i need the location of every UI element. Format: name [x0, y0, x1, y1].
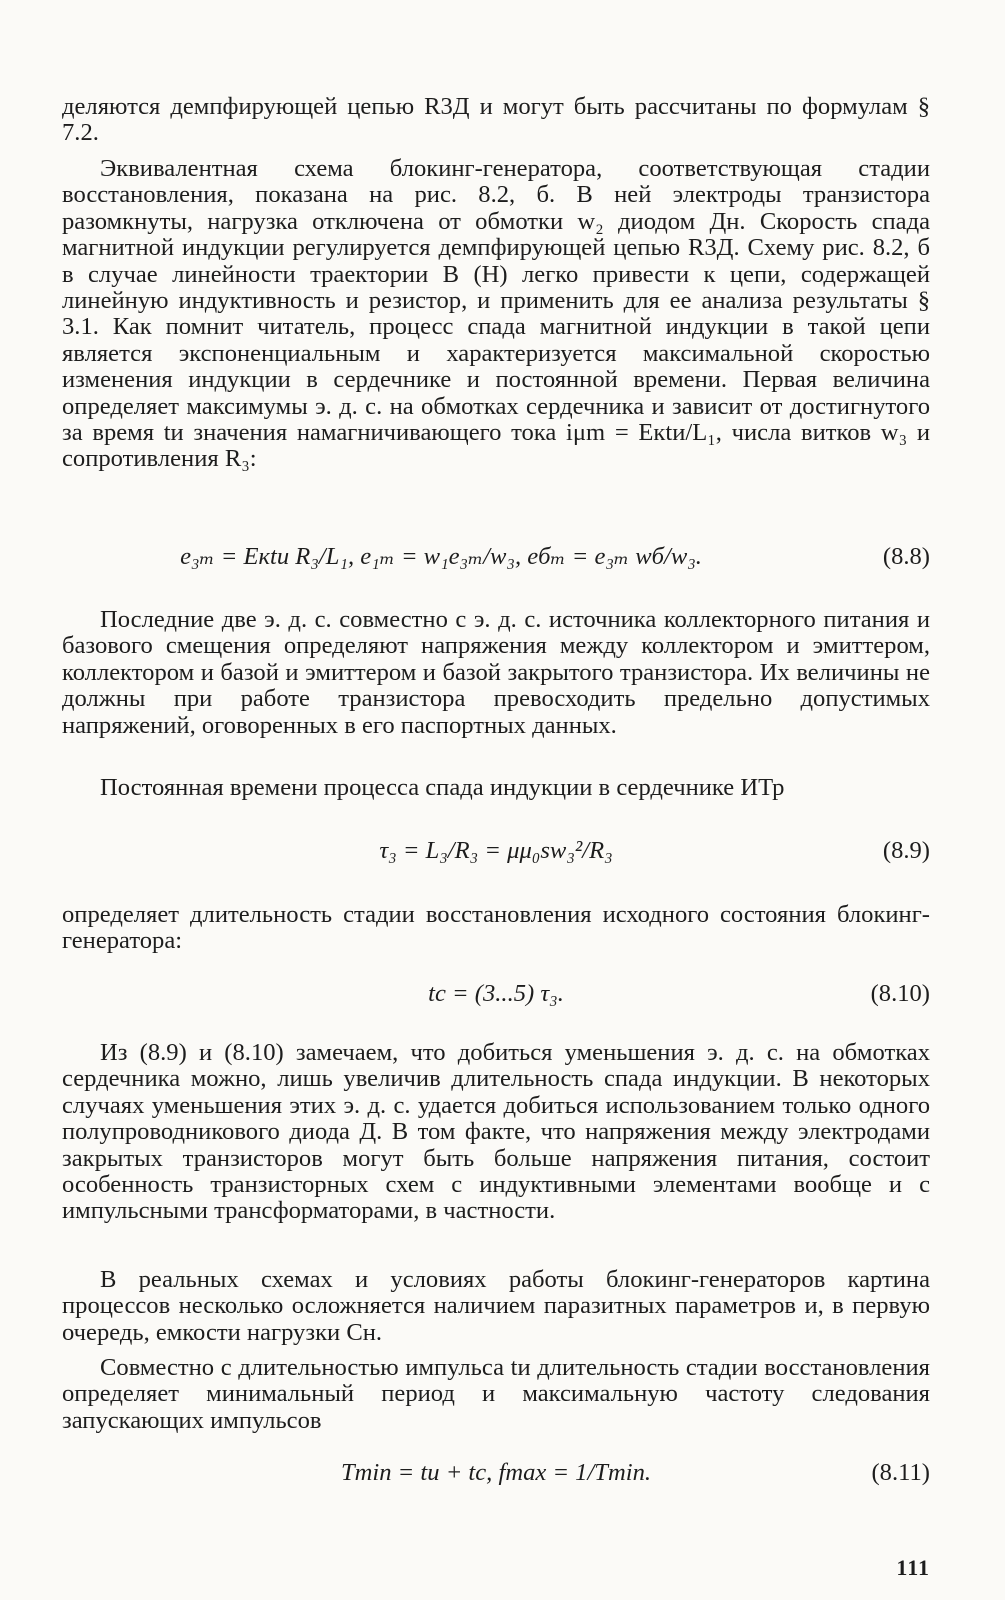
paragraph-1: деляются демпфирующей цепью R3Д и могут быть рассчитаны по формулам § 7.2. — [62, 93, 930, 147]
equation-8-8 — [62, 542, 930, 572]
equation-formula: e₃ₘ = Eкtи R₃/L₁, e₁ₘ = w₁e₃ₘ/w₃, eбₘ = e₃ₘ wб/w₃. — [180, 543, 702, 570]
paragraph-6: Из (8.9) и (8.10) замечаем, что добиться уменьшения э. д. с. на обмотках сердечника можно, лишь увеличив длительность спада индукции. В некоторых случаях уменьшения этих э. д. с. удается добиться использованием только одного полупроводникового диода Д. В том факте, что напряжения между электродами закрытых транзисторов могут быть больше напряжения питания, состоит особенность транзисторных схем с индуктивными элементами вообще и с импульсными трансформаторами, в частности. — [62, 1039, 930, 1225]
equation-number: (8.9) — [882, 837, 930, 864]
paragraph-8: Совместно с длительностью импульса tи длительность стадии восстановления определяет минимальный период и максимальную частоту следования запускающих импульсов — [62, 1354, 930, 1434]
equation-formula: τ₃ = L₃/R₃ = μμ₀sw₃²/R₃ — [379, 837, 613, 864]
paragraph-4: Постоянная времени процесса спада индукции в сердечнике ИТр — [100, 774, 785, 801]
equation-number: (8.11) — [871, 1459, 930, 1486]
equation-formula: Tmin = tи + tс, fmax = 1/Tmin. — [340, 1459, 652, 1486]
equation-8-9 — [62, 836, 930, 866]
paragraph-7: В реальных схемах и условиях работы блокинг-генераторов картина процессов несколько осложняется наличием паразитных параметров и, в первую очередь, емкости нагрузки Сн. — [62, 1266, 930, 1346]
paragraph-2: Эквивалентная схема блокинг-генератора, соответствующая стадии восстановления, показана на рис. 8.2, б. В ней электроды транзистора разомкнуты, нагрузка отключена от обмотки w₂ диодом Дн. Скорость спада магнитной индукции регулируется демпфирующей цепью R3Д. Схему рис. 8.2, б в случае линейности траектории В (Н) легко привести к цепи, содержащей линейную индуктивность и резистор, и применить для ее анализа результаты § 3.1. Как помнит читатель, процесс спада магнитной индукции в такой цепи является экспоненциальным и характеризуется максимальной скоростью изменения индукции в сердечнике и постоянной времени. Первая величина определяет максимумы э. д. с. на обмотках сердечника и зависит от достигнутого за время tи значения намагничивающего тока iμm = Eкtи/L₁, числа витков w₃ и сопротивления R₃: — [62, 155, 930, 473]
equation-8-10 — [62, 979, 930, 1009]
equation-8-11 — [62, 1458, 930, 1488]
equation-number: (8.8) — [882, 543, 930, 570]
equation-formula: tс = (3...5) τ₃. — [428, 980, 564, 1007]
page-number: 111 — [896, 1555, 930, 1580]
paragraph-5: определяет длительность стадии восстановления исходного состояния блокинг-генератора: — [62, 901, 930, 955]
paragraph-3: Последние две э. д. с. совместно с э. д. с. источника коллекторного питания и базового смещения определяют напряжения между коллектором и эмиттером, коллектором и базой и эмиттером и базой закрытого транзистора. Их величины не должны при работе транзистора превосходить предельно допустимых напряжений, оговоренных в его паспортных данных. — [62, 606, 930, 739]
equation-number: (8.10) — [870, 980, 930, 1007]
